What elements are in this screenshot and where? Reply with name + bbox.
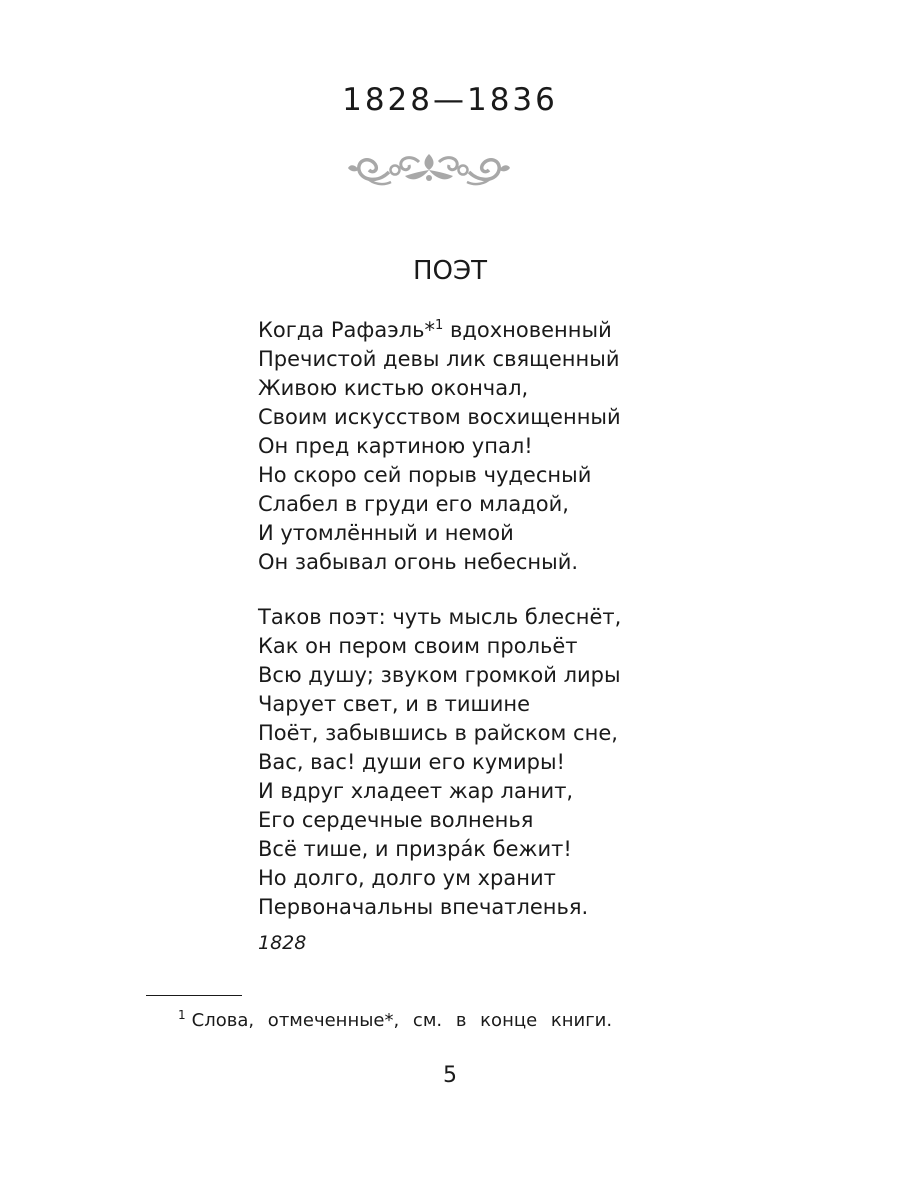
- poem-line: [258, 316, 621, 345]
- poem-line: Живою кистью окончал,: [258, 376, 529, 400]
- footnote-text: Слова, отмеченные*, см. в конце книги.: [191, 1010, 613, 1031]
- poem-line: Пречистой девы лик священный: [258, 347, 620, 371]
- stanza-2: [258, 603, 621, 922]
- poem-line: Вас, вас! души его кумиры!: [258, 750, 565, 774]
- footnote-divider: [146, 995, 242, 996]
- section-title: 1828—1836: [342, 82, 558, 118]
- poem-line: Он забывал огонь небесный.: [258, 550, 579, 574]
- poem-line: Как он пером своим прольёт: [258, 634, 578, 658]
- poem-line: Первоначальны впечатленья.: [258, 895, 589, 919]
- poem-line: И утомлённый и немой: [258, 521, 514, 545]
- poem-line: Всю душу; звуком громкой лиры: [258, 663, 621, 687]
- poem-line: Слабел в груди его младой,: [258, 492, 569, 516]
- footnote-mark: 1: [178, 1008, 186, 1022]
- poem-line: Но долго, долго ум хранит: [258, 866, 556, 890]
- poem-line-text: вдохновенный: [443, 318, 612, 342]
- poem-line: Его сердечные волненья: [258, 808, 534, 832]
- poem-line: Всё тише, и призрáк бежит!: [258, 837, 572, 861]
- page-number: 5: [443, 1063, 457, 1088]
- poem-line-text: Когда Рафаэль*: [258, 318, 436, 342]
- poem-line: Он пред картиною упал!: [258, 434, 533, 458]
- poem-line: Таков поэт: чуть мысль блеснёт,: [258, 605, 622, 629]
- poem-date: 1828: [258, 932, 307, 954]
- poem-line: Но скоро сей порыв чудесный: [258, 463, 592, 487]
- footnote-reference: 1: [435, 318, 444, 333]
- poem-line: Своим искусством восхищенный: [258, 405, 621, 429]
- poem-line: И вдруг хладеет жар ланит,: [258, 779, 574, 803]
- poem-line: Поёт, забывшись в райском сне,: [258, 721, 618, 745]
- poem-line: Чарует свет, и в тишине: [258, 692, 531, 716]
- floral-ornament-icon: [347, 150, 512, 190]
- footnote: [178, 1010, 612, 1031]
- poem-title: ПОЭТ: [412, 256, 488, 286]
- stanza-1: [258, 316, 621, 577]
